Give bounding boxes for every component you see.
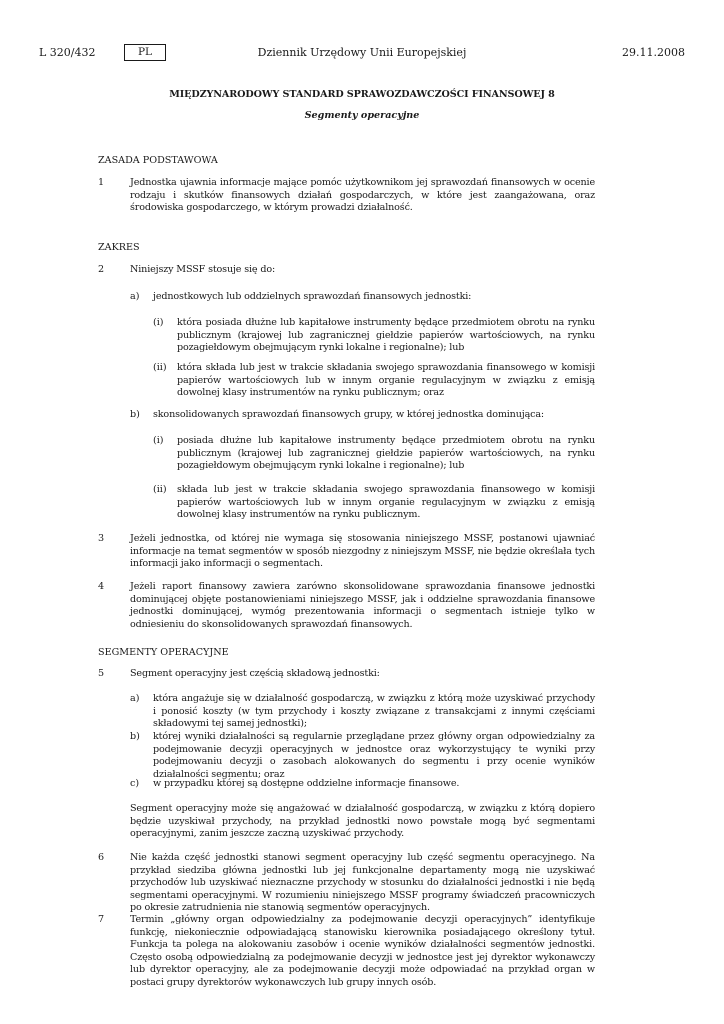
- document-title: MIĘDZYNARODOWY STANDARD SPRAWOZDAWCZOŚCI FINANSOWEJ 8: [169, 89, 555, 100]
- item-letter: a): [130, 693, 140, 704]
- item-text: której wyniki działalności są regularnie przeglądane przez główny organ odpowiedzialny za podejmowanie decyzji operacyjnych w jednostce oraz wykorzystujący te wyniki przy podejmowaniu decyzji o zasobach alokowanych do segmentu i przy ocenie wyników działalności segmentu; oraz: [153, 731, 595, 780]
- subitem-text: posiada dłużne lub kapitałowe instrumenty będące przedmiotem obrotu na rynku publicznym (krajowej lub zagranicznej giełdzie papierów wartościowych, na rynku pozagiełdowym obejmującym rynki lokalne i regionalne); lub: [177, 435, 595, 472]
- language-code-box: PL: [124, 44, 166, 61]
- document-subtitle: Segmenty operacyjne: [304, 110, 420, 121]
- paragraph-number: 2: [98, 264, 105, 275]
- paragraph-number: 5: [98, 668, 105, 679]
- item-letter: a): [130, 291, 140, 302]
- paragraph-number: 6: [98, 852, 105, 863]
- paragraph-text: Jeżeli raport finansowy zawiera zarówno skonsolidowane sprawozdania finansowe jednostki dominującej objęte postanowieniami niniejszego MSSF, jak i oddzielne sprawozdania finansowe jednostki dominującej, wymóg prezentowania informacji o segmentach istnieje tylko w odniesieniu do skonsolidowanych sprawozdań finansowych.: [130, 581, 595, 630]
- subitem-numeral: (i): [153, 435, 164, 446]
- paragraph-text: Niniejszy MSSF stosuje się do:: [130, 264, 276, 275]
- item-text: jednostkowych lub oddzielnych sprawozdań finansowych jednostki:: [153, 291, 472, 302]
- paragraph-number: 7: [98, 914, 105, 925]
- subitem-text: składa lub jest w trakcie składania swojego sprawozdania finansowego w komisji papierów wartościowych lub w innym organie regulacyjnym w związku z emisją dowolnej klasy instrumentów na rynku publicznym.: [177, 484, 595, 521]
- paragraph-text: Jednostka ujawnia informacje mające pomóc użytkownikom jej sprawozdań finansowych w ocenie rodzaju i skutków finansowych działań gospodarczych, w które jest zaangażowana, oraz środowiska gospodarczego, w którym prowadzi działalność.: [130, 177, 595, 214]
- publication-date: 29.11.2008: [622, 46, 685, 59]
- paragraph-number: 4: [98, 581, 105, 592]
- item-text: w przypadku której są dostępne oddzielne informacje finansowe.: [153, 778, 460, 789]
- paragraph-number: 1: [98, 177, 105, 188]
- paragraph-text: Nie każda część jednostki stanowi segment operacyjny lub część segmentu operacyjnego. Na przykład siedziba główna jednostki lub jej funkcjonalne departamenty mogą nie uzyskiwać przychodów lub uzyskiwać nieznaczne przychody w stosunku do działalności jednostki i nie będą segmentami operacyjnymi. W rozumieniu niniejszego MSSF programy świadczeń pracowniczych po okresie zatrudnienia nie stanowią segmentów operacyjnych.: [130, 852, 595, 914]
- item-letter: b): [130, 409, 140, 420]
- subitem-text: która składa lub jest w trakcie składania swojego sprawozdania finansowego w komisji papierów wartościowych lub w innym organie regulacyjnym w związku z emisją dowolnej klasy instrumentów na rynku publicznym; oraz: [177, 362, 595, 399]
- subitem-numeral: (ii): [153, 362, 167, 373]
- section-heading-core-principle: ZASADA PODSTAWOWA: [98, 155, 218, 166]
- paragraph-text: Termin „główny organ odpowiedzialny za podejmowanie decyzji operacyjnych” identyfikuje funkcję, niekoniecznie odpowiadającą stanowisku kierownika posiadającego określony tytuł. Funkcja ta polega na alokowaniu zasobów i ocenie wyników działalności segmentów jednostki. Często osobą odpowiedzialną za podejmowanie decyzji w jednostce jest jej dyrektor wykonawczy lub dyrektor operacyjny, ale za podejmowanie decyzji może odpowiadać na przykład organ w postaci grupy dyrektorów wykonawczych lub grupy innych osób.: [130, 914, 595, 988]
- subitem-numeral: (ii): [153, 484, 167, 495]
- subitem-text: która posiada dłużne lub kapitałowe instrumenty będące przedmiotem obrotu na rynku publicznym (krajowej lub zagranicznej giełdzie papierów wartościowych, na rynku pozagiełdowym obejmującym rynki lokalne i regionalne); lub: [177, 317, 595, 354]
- paragraph-text: Jeżeli jednostka, od której nie wymaga się stosowania niniejszego MSSF, postanowi ujawniać informacje na temat segmentów w sposób niezgodny z niniejszym MSSF, nie będzie określała tych informacji jako informacji o segmentach.: [130, 533, 595, 570]
- paragraph-continuation: Segment operacyjny może się angażować w działalność gospodarczą, w związku z którą dopiero będzie uzyskiwał przychody, na przykład jednostki nowo powstałe mogą być segmentami operacyjnymi, zanim jeszcze zaczną uzyskiwać przychody.: [130, 803, 595, 840]
- paragraph-text: Segment operacyjny jest częścią składową jednostki:: [130, 668, 380, 679]
- page-reference: L 320/432: [39, 46, 96, 59]
- paragraph-number: 3: [98, 533, 105, 544]
- section-heading-operating-segments: SEGMENTY OPERACYJNE: [98, 647, 229, 658]
- item-text: skonsolidowanych sprawozdań finansowych grupy, w której jednostka dominująca:: [153, 409, 545, 420]
- item-text: która angażuje się w działalność gospodarczą, w związku z którą może uzyskiwać przychody i ponosić koszty (w tym przychody i koszty związane z transakcjami z innymi częściami składowymi tej samej jednostki);: [153, 693, 595, 730]
- section-heading-scope: ZAKRES: [98, 242, 140, 253]
- item-letter: b): [130, 731, 140, 742]
- subitem-numeral: (i): [153, 317, 164, 328]
- item-letter: c): [130, 778, 140, 789]
- journal-title: Dziennik Urzędowy Unii Europejskiej: [257, 46, 467, 59]
